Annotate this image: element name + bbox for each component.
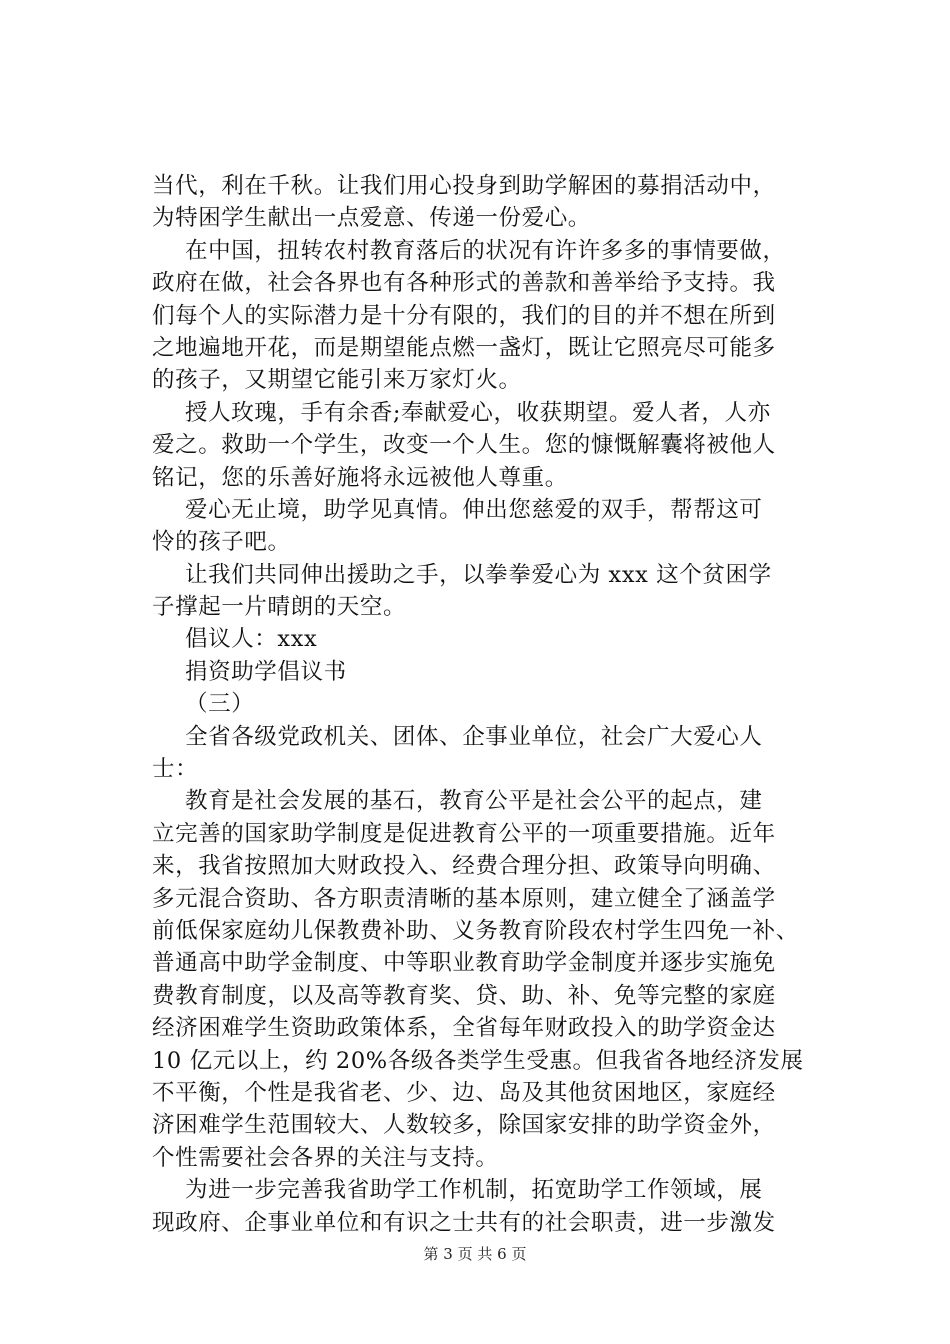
text-line: 在中国，扭转农村教育落后的状况有许许多多的事情要做， bbox=[185, 237, 786, 264]
text-line: 教育是社会发展的基石，教育公平是社会公平的起点，建 bbox=[185, 788, 763, 815]
text-line: 费教育制度，以及高等教育奖、贷、助、补、免等完整的家庭 bbox=[152, 982, 776, 1009]
text-line: 现政府、企事业单位和有识之士共有的社会职责，进一步激发 bbox=[152, 1209, 776, 1236]
text-line: 捐资助学倡议书 bbox=[185, 658, 347, 685]
text-line: 授人玫瑰，手有余香;奉献爱心，收获期望。爱人者，人亦 bbox=[185, 399, 771, 426]
text-line: 子撑起一片晴朗的天空。 bbox=[152, 594, 407, 621]
text-line: 的孩子，又期望它能引来万家灯火。 bbox=[152, 367, 522, 394]
text-line: 普通高中助学金制度、中等职业教育助学金制度并逐步实施免 bbox=[152, 950, 776, 977]
text-line: 来，我省按照加大财政投入、经费合理分担、政策导向明确、 bbox=[152, 853, 776, 880]
text-line: 济困难学生范围较大、人数较多，除国家安排的助学资金外， bbox=[152, 1112, 776, 1139]
text-line: 不平衡，个性是我省老、少、边、岛及其他贫困地区，家庭经 bbox=[152, 1079, 776, 1106]
text-line: 让我们共同伸出援助之手，以拳拳爱心为 xxx 这个贫困学 bbox=[185, 561, 772, 588]
text-line: 全省各级党政机关、团体、企事业单位，社会广大爱心人 bbox=[185, 723, 763, 750]
text-line: 爱心无止境，助学见真情。伸出您慈爱的双手，帮帮这可 bbox=[185, 496, 763, 523]
text-line: 政府在做，社会各界也有各种形式的善款和善举给予支持。我 bbox=[152, 270, 776, 297]
text-line: 们每个人的实际潜力是十分有限的，我们的目的并不想在所到 bbox=[152, 302, 776, 329]
document-body bbox=[152, 170, 842, 1239]
text-line: 倡议人：xxx bbox=[185, 626, 318, 653]
text-line: 爱之。救助一个学生，改变一个人生。您的慷慨解囊将被他人 bbox=[152, 432, 776, 459]
text-line: 10 亿元以上，约 20%各级各类学生受惠。但我省各地经济发展 bbox=[152, 1047, 804, 1074]
page-footer: 第 3 页 共 6 页 bbox=[423, 1245, 527, 1263]
text-line: 之地遍地开花，而是期望能点燃一盏灯，既让它照亮尽可能多 bbox=[152, 334, 776, 361]
text-line: 前低保家庭幼儿保教费补助、义务教育阶段农村学生四免一补、 bbox=[152, 917, 799, 944]
text-line: 立完善的国家助学制度是促进教育公平的一项重要措施。近年 bbox=[152, 820, 776, 847]
text-line: 当代，利在千秋。让我们用心投身到助学解困的募捐活动中， bbox=[152, 173, 776, 199]
text-line: 经济困难学生资助政策体系，全省每年财政投入的助学资金达 bbox=[152, 1015, 776, 1042]
text-line: 怜的孩子吧。 bbox=[152, 529, 291, 556]
text-line: 士： bbox=[152, 756, 199, 783]
text-line: 个性需要社会各界的关注与支持。 bbox=[152, 1144, 499, 1171]
text-line: 为进一步完善我省助学工作机制，拓宽助学工作领域，展 bbox=[185, 1177, 763, 1204]
text-line: （三） bbox=[185, 691, 255, 718]
text-line: 铭记，您的乐善好施将永远被他人尊重。 bbox=[152, 464, 568, 491]
text-line: 多元混合资助、各方职责清晰的基本原则，建立健全了涵盖学 bbox=[152, 885, 776, 912]
text-line: 为特困学生献出一点爱意、传递一份爱心。 bbox=[152, 205, 591, 232]
